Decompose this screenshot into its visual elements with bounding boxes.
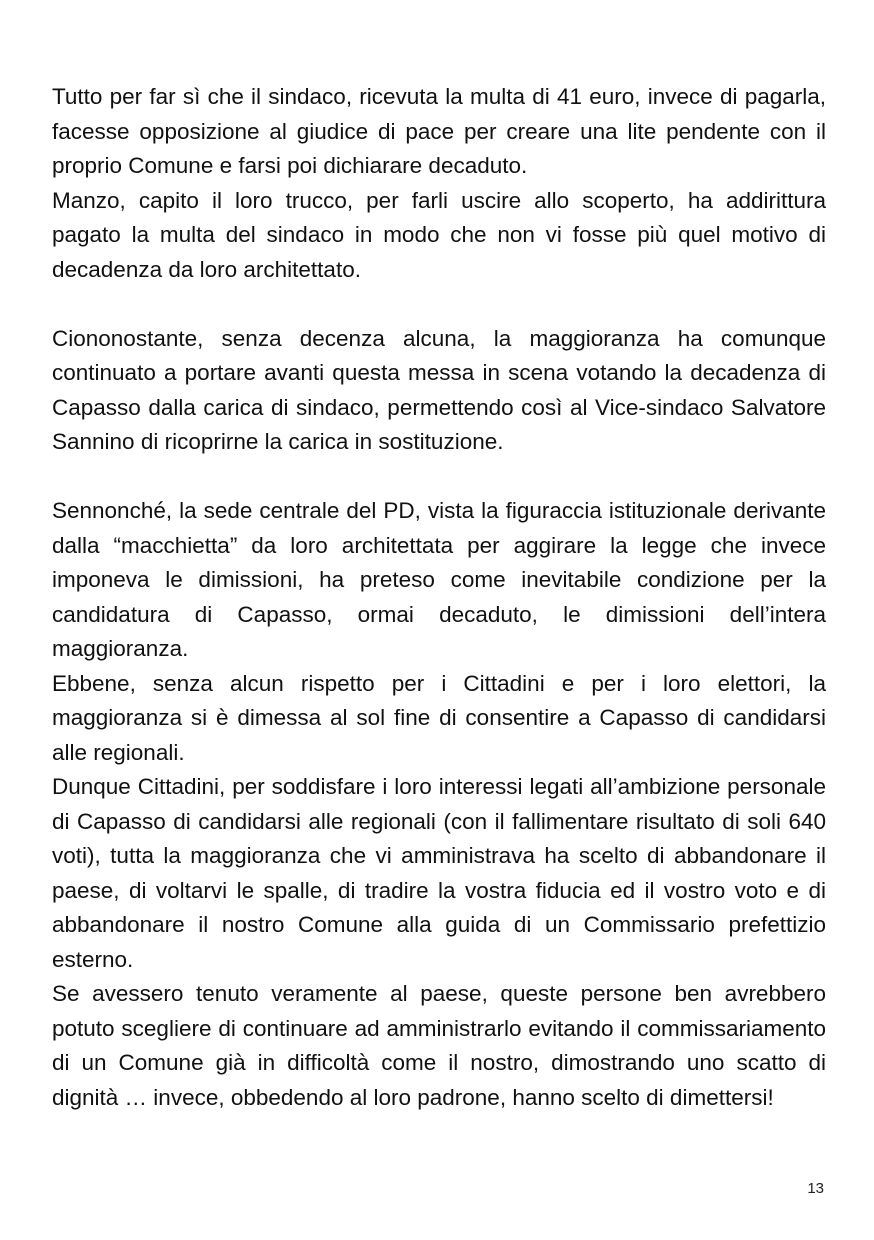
document-body xyxy=(52,80,826,1115)
paragraph-1: Tutto per far sì che il sindaco, ricevuta la multa di 41 euro, invece di pagarla, facesse opposizione al giudice di pace per creare una lite pendente con il proprio Comune e farsi poi dichiarare decaduto. xyxy=(52,84,826,178)
paragraph-7: Se avessero tenuto veramente al paese, queste persone ben avrebbero potuto scegliere di continuare ad amministrarlo evitando il commissariamento di un Comune già in difficoltà come il nostro, dimostrando uno scatto di dignità … invece, obbedendo al loro padrone, hanno scelto di dimettersi! xyxy=(52,981,826,1110)
paragraph-5: Ebbene, senza alcun rispetto per i Cittadini e per i loro elettori, la maggioranza si è dimessa al sol fine di consentire a Capasso di candidarsi alle regionali. xyxy=(52,670,826,765)
page-number: 13 xyxy=(807,1180,824,1197)
paragraph-3: Ciononostante, senza decenza alcuna, la maggioranza ha comunque continuato a portare avanti questa messa in scena votando la decadenza di Capasso dalla carica di sindaco, permettendo così al Vice-sindaco Salvatore Sannino di ricoprirne la carica in sostituzione. xyxy=(52,325,826,454)
paragraph-4: Sennonché, la sede centrale del PD, vista la figuraccia istituzionale derivante dalla “macchietta” da loro architettata per aggirare la legge che invece imponeva le dimissioni, ha preteso come inevitabile condizione per la candidatura di Capasso, ormai decaduto, le dimissioni dell’intera maggioranza. xyxy=(52,498,826,661)
paragraph-6: Dunque Cittadini, per soddisfare i loro interessi legati all’ambizione personale di Capasso di candidarsi alle regionali (con il fallimentare risultato di soli 640 voti), tutta la maggioranza che vi amministrava ha scelto di abbandonare il paese, di voltarvi le spalle, di tradire la vostra fiducia ed il vostro voto e di abbandonare il nostro Comune alla guida di un Commissario prefettizio esterno. xyxy=(52,774,826,972)
paragraph-2: Manzo, capito il loro trucco, per farli uscire allo scoperto, ha addirittura pagato la multa del sindaco in modo che non vi fosse più quel motivo di decadenza da loro architettato. xyxy=(52,187,826,282)
